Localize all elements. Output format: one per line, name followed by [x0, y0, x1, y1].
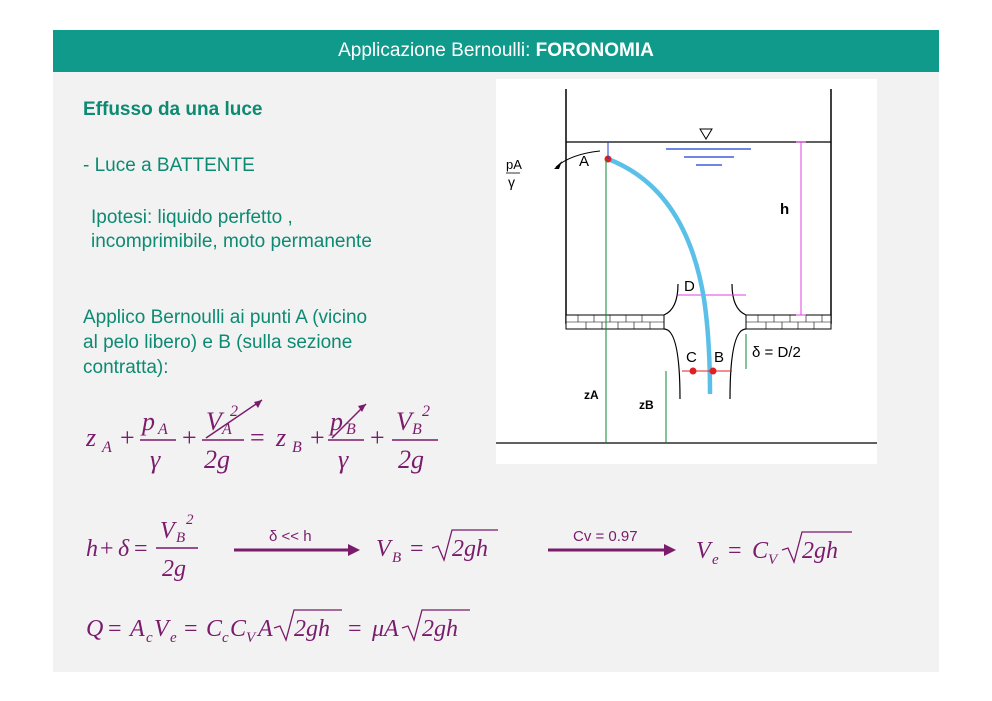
svg-text:V: V [696, 538, 711, 564]
svg-text:A: A [158, 421, 168, 438]
result-equations-svg [86, 510, 886, 590]
free-surface-symbol [700, 129, 712, 139]
svg-text:C: C [206, 616, 223, 642]
svg-text:C: C [230, 616, 247, 642]
subtitle: - Luce a BATTENTE [83, 155, 255, 176]
section-title: Effusso da una luce [83, 99, 263, 120]
hypothesis-line-2: incomprimibile, moto permanente [91, 231, 372, 252]
svg-text:+: + [310, 423, 325, 452]
apply-line-3: contratta): [83, 357, 169, 378]
svg-text:z: z [86, 423, 97, 452]
svg-text:V: V [768, 552, 778, 568]
point-B [710, 368, 717, 375]
svg-text:=: = [108, 616, 122, 642]
svg-text:A: A [130, 616, 145, 642]
svg-text:δ: δ [118, 536, 130, 562]
svg-text:2gh: 2gh [422, 616, 458, 642]
svg-text:Q: Q [86, 616, 104, 642]
svg-text:+: + [370, 423, 385, 452]
discharge-equation-svg [86, 602, 506, 652]
label-D: D [684, 278, 695, 295]
pa-arrow [556, 151, 600, 167]
svg-text:A: A [102, 439, 112, 456]
hypothesis-line-1: Ipotesi: liquido perfetto , [91, 207, 293, 228]
svg-text:B: B [292, 439, 302, 456]
svg-text:B: B [392, 550, 402, 566]
svg-text:c: c [222, 630, 229, 646]
svg-text:V: V [376, 536, 391, 562]
label-delta: δ = D/2 [752, 344, 801, 361]
svg-text:=: = [184, 616, 198, 642]
tank-diagram-svg [496, 79, 877, 464]
discharge-equation [86, 602, 506, 652]
svg-text:2gh: 2gh [294, 616, 330, 642]
bernoulli-equation-svg [86, 398, 466, 478]
svg-text:p: p [142, 407, 155, 436]
label-h: h [780, 201, 790, 218]
svg-text:γ: γ [338, 445, 349, 474]
svg-text:+: + [100, 536, 114, 562]
svg-text:V: V [206, 407, 222, 436]
svg-text:=: = [134, 536, 148, 562]
svg-text:+: + [120, 423, 135, 452]
header-bold: FORONOMIA [535, 40, 654, 61]
svg-text:V: V [246, 630, 256, 646]
label-B: B [714, 349, 725, 366]
svg-text:c: c [146, 630, 153, 646]
svg-text:B: B [176, 530, 186, 546]
svg-text:A: A [258, 616, 273, 642]
arrow1-label: δ << h [269, 528, 312, 545]
svg-text:2: 2 [186, 512, 194, 528]
svg-text:z: z [276, 423, 287, 452]
svg-text:A: A [222, 421, 232, 438]
label-gamma: γ [508, 174, 515, 190]
point-C [690, 368, 697, 375]
svg-text:B: B [346, 421, 356, 438]
arrow2-label: Cv = 0.97 [573, 528, 638, 545]
bernoulli-equation [86, 398, 466, 478]
svg-text:B: B [412, 421, 422, 438]
result-equations [86, 510, 886, 590]
header-prefix: Applicazione Bernoulli: [338, 40, 536, 61]
label-A: A [579, 153, 590, 170]
label-pa: pA [506, 157, 522, 172]
apply-line-1: Applico Bernoulli ai punti A (vicino [83, 307, 368, 328]
label-zA: zA [584, 388, 599, 402]
svg-text:2: 2 [422, 403, 430, 420]
label-C: C [686, 349, 697, 366]
svg-text:V: V [160, 518, 175, 544]
svg-text:2g: 2g [398, 445, 424, 474]
svg-text:C: C [752, 538, 769, 564]
svg-text:2g: 2g [162, 556, 186, 582]
svg-text:h: h [86, 536, 98, 562]
svg-text:=: = [410, 536, 424, 562]
svg-text:=: = [250, 423, 265, 452]
slide-header [53, 30, 939, 72]
svg-text:=: = [728, 538, 742, 564]
label-zB: zB [639, 398, 654, 412]
svg-text:2g: 2g [204, 445, 230, 474]
svg-text:=: = [348, 616, 362, 642]
tank-diagram [496, 79, 877, 464]
svg-text:2: 2 [230, 403, 238, 420]
svg-text:e: e [170, 630, 177, 646]
svg-text:μA: μA [372, 616, 399, 642]
orifice-right-wall [730, 284, 746, 399]
svg-text:2gh: 2gh [802, 538, 838, 564]
svg-text:V: V [154, 616, 169, 642]
svg-text:p: p [330, 407, 343, 436]
svg-text:γ: γ [150, 445, 161, 474]
apply-line-2: al pelo libero) e B (sulla sezione [83, 332, 353, 353]
svg-text:2gh: 2gh [452, 536, 488, 562]
svg-text:e: e [712, 552, 719, 568]
svg-text:V: V [396, 407, 412, 436]
pa-arrow-head [554, 161, 562, 169]
svg-text:+: + [182, 423, 197, 452]
